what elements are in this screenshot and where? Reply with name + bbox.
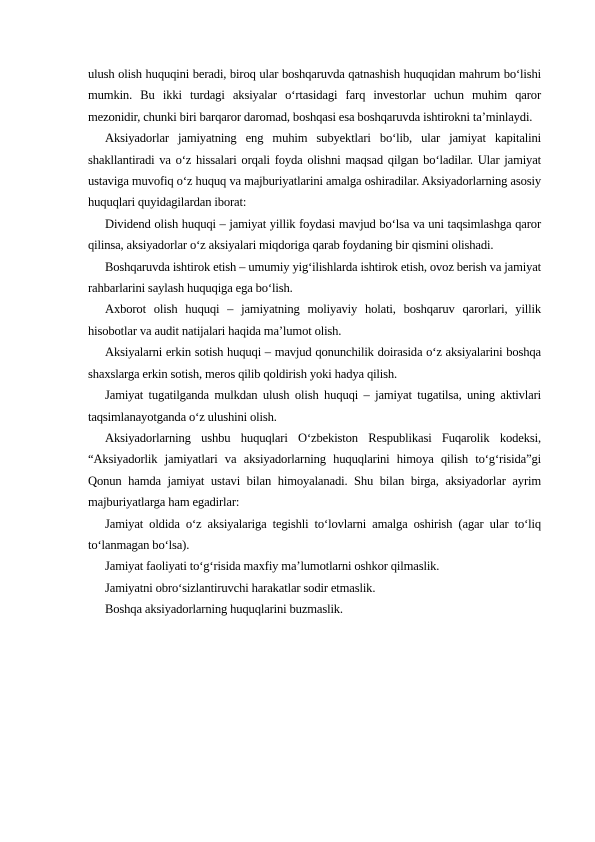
paragraph-continuation: ulush olish huquqini beradi, biroq ular boshqaruvda qatnashish huquqidan mahrum bo‘lishi mumkin. Bu ikki turdagi aksiyalar o‘rtasidagi farq investorlar uchun muhim qaror mezonidir, chunki biri barqaror daromad, boshqasi esa boshqaruvda ishtirokni ta’minlaydi. [88, 67, 541, 124]
paragraph-rights-obligation: Boshqa aksiyadorlarning huquqlarini buzmaslik. [105, 602, 343, 617]
paragraph-reputation-obligation: Jamiyatni obro‘sizlantiruvchi harakatlar sodir etmaslik. [105, 580, 376, 595]
paragraph-sale-right: Aksiyalarni erkin sotish huquqi – mavjud qonunchilik doirasida o‘z aksiyalarini boshqa shaxslarga erkin sotish, meros qilib qoldirish yoki hadya qilish. [88, 345, 541, 381]
paragraph-dividend-right: Dividend olish huquqi – jamiyat yillik foydasi mavjud bo‘lsa va uni taqsimlashga qaror qilinsa, aksiyadorlar o‘z aksiyalari miqdoriga qarab foydaning bir qismini olishadi. [88, 216, 541, 253]
paragraph-information-right: Axborot olish huquqi – jamiyatning moliyaviy holati, boshqaruv qarorlari, yillik hisobotlar va audit natijalari haqida ma’lumot olish. [88, 302, 541, 338]
paragraph-shareholders-intro: Aksiyadorlar jamiyatning eng muhim subyektlari bo‘lib, ular jamiyat kapitalini shakllantiradi va o‘z hissalari orqali foyda olishni maqsad qilgan bo‘ladilar. Ular jamiyat ustaviga muvofiq o‘z huquq va majburiyatlarini amalga oshiradilar. Aksiyadorlarning asosiy huquqlari quyidagilardan iborat: [88, 131, 541, 210]
paragraph-confidentiality-obligation: Jamiyat faoliyati to‘g‘risida maxfiy ma’lumotlarni oshkor qilmaslik. [105, 559, 440, 574]
document-page [88, 64, 541, 621]
paragraph-payment-obligation: Jamiyat oldida o‘z aksiyalariga tegishli to‘lovlarni amalga oshirish (agar ular to‘liq to‘lanmagan bo‘lsa). [88, 516, 541, 552]
paragraph-legal-protection: Aksiyadorlarning ushbu huquqlari O‘zbekiston Respublikasi Fuqarolik kodeksi, “Aksiyadorlik jamiyatlari va aksiyadorlarning huquqlarini himoya qilish to‘g‘risida”gi Qonun hamda jamiyat ustavi bilan himoyalanadi. Shu bilan birga, aksiyadorlar ayrim majburiyatlarga ham egadirlar: [88, 430, 541, 510]
paragraph-management-right: Boshqaruvda ishtirok etish – umumiy yig‘ilishlarda ishtirok etish, ovoz berish va jamiyat rahbarlarini saylash huquqiga ega bo‘lish. [88, 259, 541, 296]
paragraph-liquidation-right: Jamiyat tugatilganda mulkdan ulush olish huquqi – jamiyat tugatilsa, uning aktivlari taqsimlanayotganda o‘z ulushini olish. [88, 388, 541, 424]
